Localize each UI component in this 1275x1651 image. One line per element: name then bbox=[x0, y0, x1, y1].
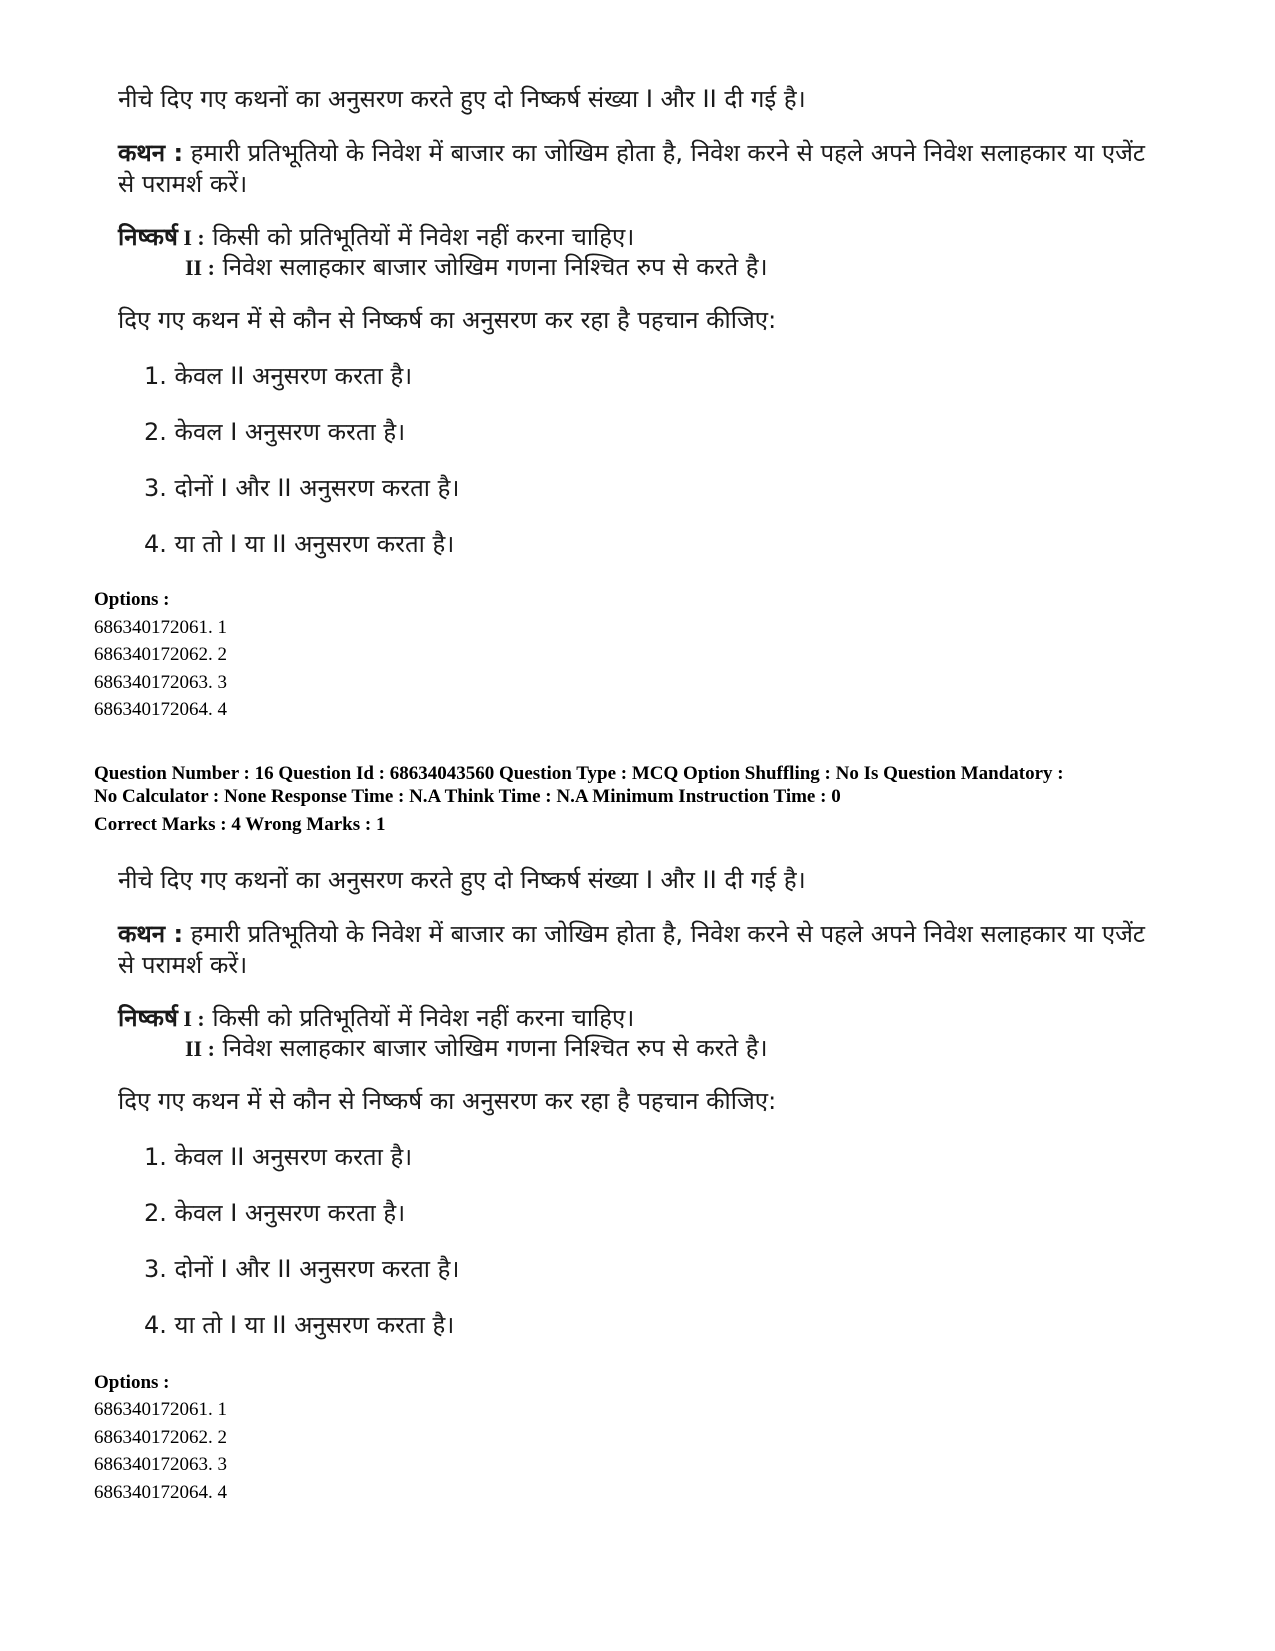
statement-label: कथन : bbox=[118, 920, 184, 948]
question-text: दिए गए कथन में से कौन से निष्कर्ष का अनुसरण कर रहा है पहचान कीजिए: bbox=[118, 306, 777, 334]
option-4: 686340172064. 4 bbox=[94, 1482, 227, 1503]
statement-text: हमारी प्रतिभूतियो के निवेश में बाजार का जोखिम होता है, निवेश करने से पहले अपने निवेश सलाहकार या एजेंट bbox=[183, 139, 1145, 167]
choice-4: 4. या तो I या II अनुसरण करता है। bbox=[144, 530, 455, 558]
options-label: Options : bbox=[94, 1372, 170, 1393]
statement-label: कथन : bbox=[118, 139, 184, 167]
marks-line: Correct Marks : 4 Wrong Marks : 1 bbox=[94, 814, 386, 835]
conclusion-2 bbox=[185, 252, 768, 283]
statement-text: हमारी प्रतिभूतियो के निवेश में बाजार का जोखिम होता है, निवेश करने से पहले अपने निवेश सलाहकार या एजेंट bbox=[183, 920, 1145, 948]
conclusion-2-text: निवेश सलाहकार बाजार जोखिम गणना निश्चित रुप से करते है। bbox=[214, 1034, 768, 1062]
intro-text: नीचे दिए गए कथनों का अनुसरण करते हुए दो निष्कर्ष संख्या I और II दी गई है। bbox=[118, 85, 806, 113]
options-label: Options : bbox=[94, 589, 170, 610]
conclusion-2-number: II : bbox=[185, 255, 215, 280]
conclusion-1 bbox=[118, 1003, 634, 1034]
statement-text-continued: से परामर्श करें। bbox=[118, 170, 248, 198]
conclusion-2-text: निवेश सलाहकार बाजार जोखिम गणना निश्चित रुप से करते है। bbox=[214, 253, 768, 281]
conclusion-label: निष्कर्ष bbox=[118, 223, 178, 251]
conclusion-label: निष्कर्ष bbox=[118, 1004, 178, 1032]
conclusion-1 bbox=[118, 222, 634, 253]
statement-text-continued: से परामर्श करें। bbox=[118, 951, 248, 979]
option-4: 686340172064. 4 bbox=[94, 699, 227, 720]
intro-text: नीचे दिए गए कथनों का अनुसरण करते हुए दो निष्कर्ष संख्या I और II दी गई है। bbox=[118, 866, 806, 894]
choice-1: 1. केवल II अनुसरण करता है। bbox=[144, 1143, 413, 1171]
conclusion-2-number: II : bbox=[185, 1036, 215, 1061]
question-meta-line-2: No Calculator : None Response Time : N.A Think Time : N.A Minimum Instruction Time : 0 bbox=[94, 786, 841, 807]
choice-3: 3. दोनों I और II अनुसरण करता है। bbox=[144, 474, 460, 502]
statement bbox=[118, 138, 1193, 168]
conclusion-2 bbox=[185, 1033, 768, 1064]
option-2: 686340172062. 2 bbox=[94, 644, 227, 665]
choice-4: 4. या तो I या II अनुसरण करता है। bbox=[144, 1311, 455, 1339]
option-1: 686340172061. 1 bbox=[94, 617, 227, 638]
choice-1: 1. केवल II अनुसरण करता है। bbox=[144, 362, 413, 390]
conclusion-1-number: I : bbox=[177, 225, 205, 250]
statement bbox=[118, 919, 1193, 949]
choice-2: 2. केवल I अनुसरण करता है। bbox=[144, 418, 406, 446]
choice-2: 2. केवल I अनुसरण करता है। bbox=[144, 1199, 406, 1227]
question-text: दिए गए कथन में से कौन से निष्कर्ष का अनुसरण कर रहा है पहचान कीजिए: bbox=[118, 1087, 777, 1115]
conclusion-1-text: किसी को प्रतिभूतियों में निवेश नहीं करना चाहिए। bbox=[204, 1004, 635, 1032]
option-3: 686340172063. 3 bbox=[94, 672, 227, 693]
conclusion-1-text: किसी को प्रतिभूतियों में निवेश नहीं करना चाहिए। bbox=[204, 223, 635, 251]
option-3: 686340172063. 3 bbox=[94, 1454, 227, 1475]
conclusion-1-number: I : bbox=[177, 1006, 205, 1031]
option-1: 686340172061. 1 bbox=[94, 1399, 227, 1420]
option-2: 686340172062. 2 bbox=[94, 1427, 227, 1448]
choice-3: 3. दोनों I और II अनुसरण करता है। bbox=[144, 1255, 460, 1283]
question-meta-line-1: Question Number : 16 Question Id : 68634043560 Question Type : MCQ Option Shuffling : No Is Question Mandatory : bbox=[94, 763, 1064, 784]
